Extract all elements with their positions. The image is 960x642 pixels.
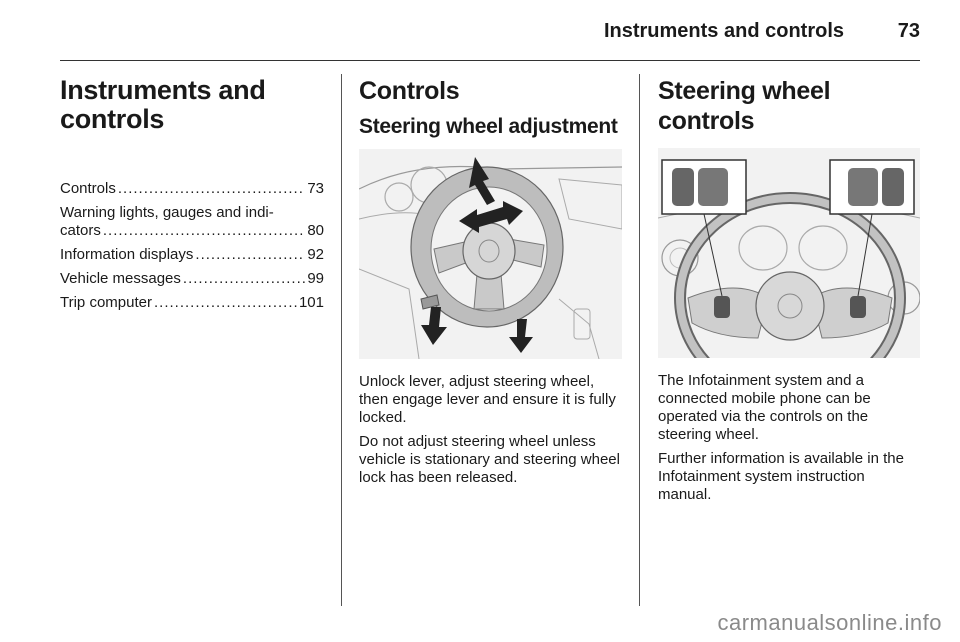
header-page-number: 73 (897, 20, 920, 42)
toc-page: 101 (298, 294, 324, 311)
steering-controls-title: Steering wheel controls (658, 77, 831, 135)
chapter-title-line1: Instruments and (60, 75, 266, 105)
toc-entry-trip-computer[interactable] (60, 294, 324, 312)
chapter-title-line2: controls (60, 104, 165, 134)
toc-label-line2: cators (60, 222, 101, 239)
steering-controls-column (658, 76, 920, 510)
toc-page: 73 (307, 180, 324, 197)
header-rule (60, 60, 920, 61)
toc-page: 92 (307, 246, 324, 263)
toc-entry-vehicle-messages[interactable] (60, 270, 324, 288)
toc-leader (195, 246, 305, 264)
toc-label: Information displays (60, 246, 194, 263)
toc-entry-controls[interactable] (60, 180, 324, 198)
toc-entry-information-displays[interactable] (60, 246, 324, 264)
column-divider-2 (639, 74, 640, 606)
toc-page: 99 (307, 270, 324, 287)
header-title: Instruments and controls (603, 20, 844, 42)
steering-adjustment-illustration (359, 149, 622, 359)
column-divider-1 (341, 74, 342, 606)
steering-controls-illustration (658, 148, 920, 358)
steering-adjustment-text-1: Unlock lever, adjust steering wheel, then engage lever and ensure it is fully locked. (359, 373, 616, 426)
page-header (0, 0, 960, 60)
toc-leader (154, 294, 297, 312)
toc-label-line1: Warning lights, gauges and indi- (60, 204, 274, 221)
toc-label: Controls (60, 180, 116, 197)
steering-adjustment-title: Steering wheel adjustment (359, 115, 618, 138)
controls-title: Controls (359, 77, 460, 105)
toc-label: Vehicle messages (60, 270, 181, 287)
chapter-title (60, 76, 324, 134)
steering-controls-text-1: The Infotainment system and a connected mobile phone can be operated via the controls on the steering wheel. (658, 372, 871, 443)
chapter-column (60, 76, 324, 318)
toc-entry-warning-lights[interactable] (60, 204, 324, 240)
toc-page: 80 (307, 222, 324, 239)
table-of-contents (60, 180, 324, 312)
controls-column (359, 76, 622, 493)
watermark: carmanualsonline.info (717, 610, 942, 635)
steering-controls-text-2: Further information is available in the Infotainment system instruction manual. (658, 450, 904, 503)
steering-adjustment-text-2: Do not adjust steering wheel unless vehicle is stationary and steering wheel lock has been released. (359, 433, 620, 486)
toc-label: Trip computer (60, 294, 152, 311)
toc-leader (183, 270, 305, 288)
toc-leader (103, 222, 305, 240)
toc-leader (118, 180, 305, 198)
